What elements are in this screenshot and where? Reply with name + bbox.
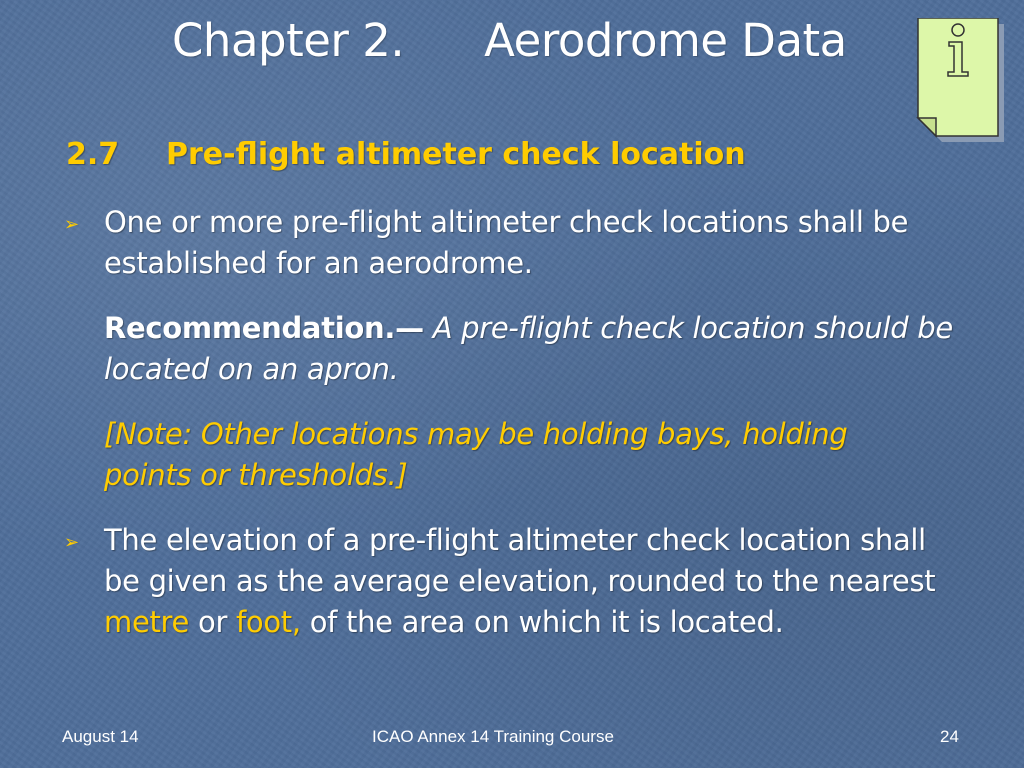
bullet-text-1: One or more pre-flight altimeter check locations shall be established for an aerodrome.	[104, 205, 909, 280]
arrow-bullet-icon: ➢	[64, 532, 80, 553]
metre-word: metre	[104, 605, 190, 639]
slide-title	[172, 14, 847, 67]
recommendation-text: A pre-flight check location should be located on an apron.	[104, 311, 953, 386]
or-word: or	[198, 605, 228, 639]
foot-word: foot,	[236, 605, 301, 639]
footer-date: August 14	[62, 727, 139, 746]
section-title: Pre-flight altimeter check location	[166, 137, 746, 172]
section-heading	[66, 137, 746, 172]
info-note-icon	[914, 18, 1010, 150]
title-topic: Aerodrome Data	[484, 14, 847, 67]
bullet-2-start: The elevation of a pre-flight altimeter check location shall be given as the average elevation, rounded to the nearest	[104, 523, 936, 598]
bullet-text-2	[104, 520, 964, 643]
title-chapter: Chapter 2.	[172, 14, 405, 67]
bullet-2-end: of the area on which it is located.	[309, 605, 784, 639]
recommendation-label: Recommendation.—	[104, 311, 424, 345]
footer-page-number: 24	[940, 727, 959, 746]
note-text: [Note: Other locations may be holding bays, holding points or thresholds.]	[104, 417, 848, 492]
arrow-bullet-icon: ➢	[64, 214, 80, 235]
recommendation	[104, 308, 984, 390]
footer-course: ICAO Annex 14 Training Course	[372, 727, 614, 746]
section-number: 2.7	[66, 137, 120, 172]
